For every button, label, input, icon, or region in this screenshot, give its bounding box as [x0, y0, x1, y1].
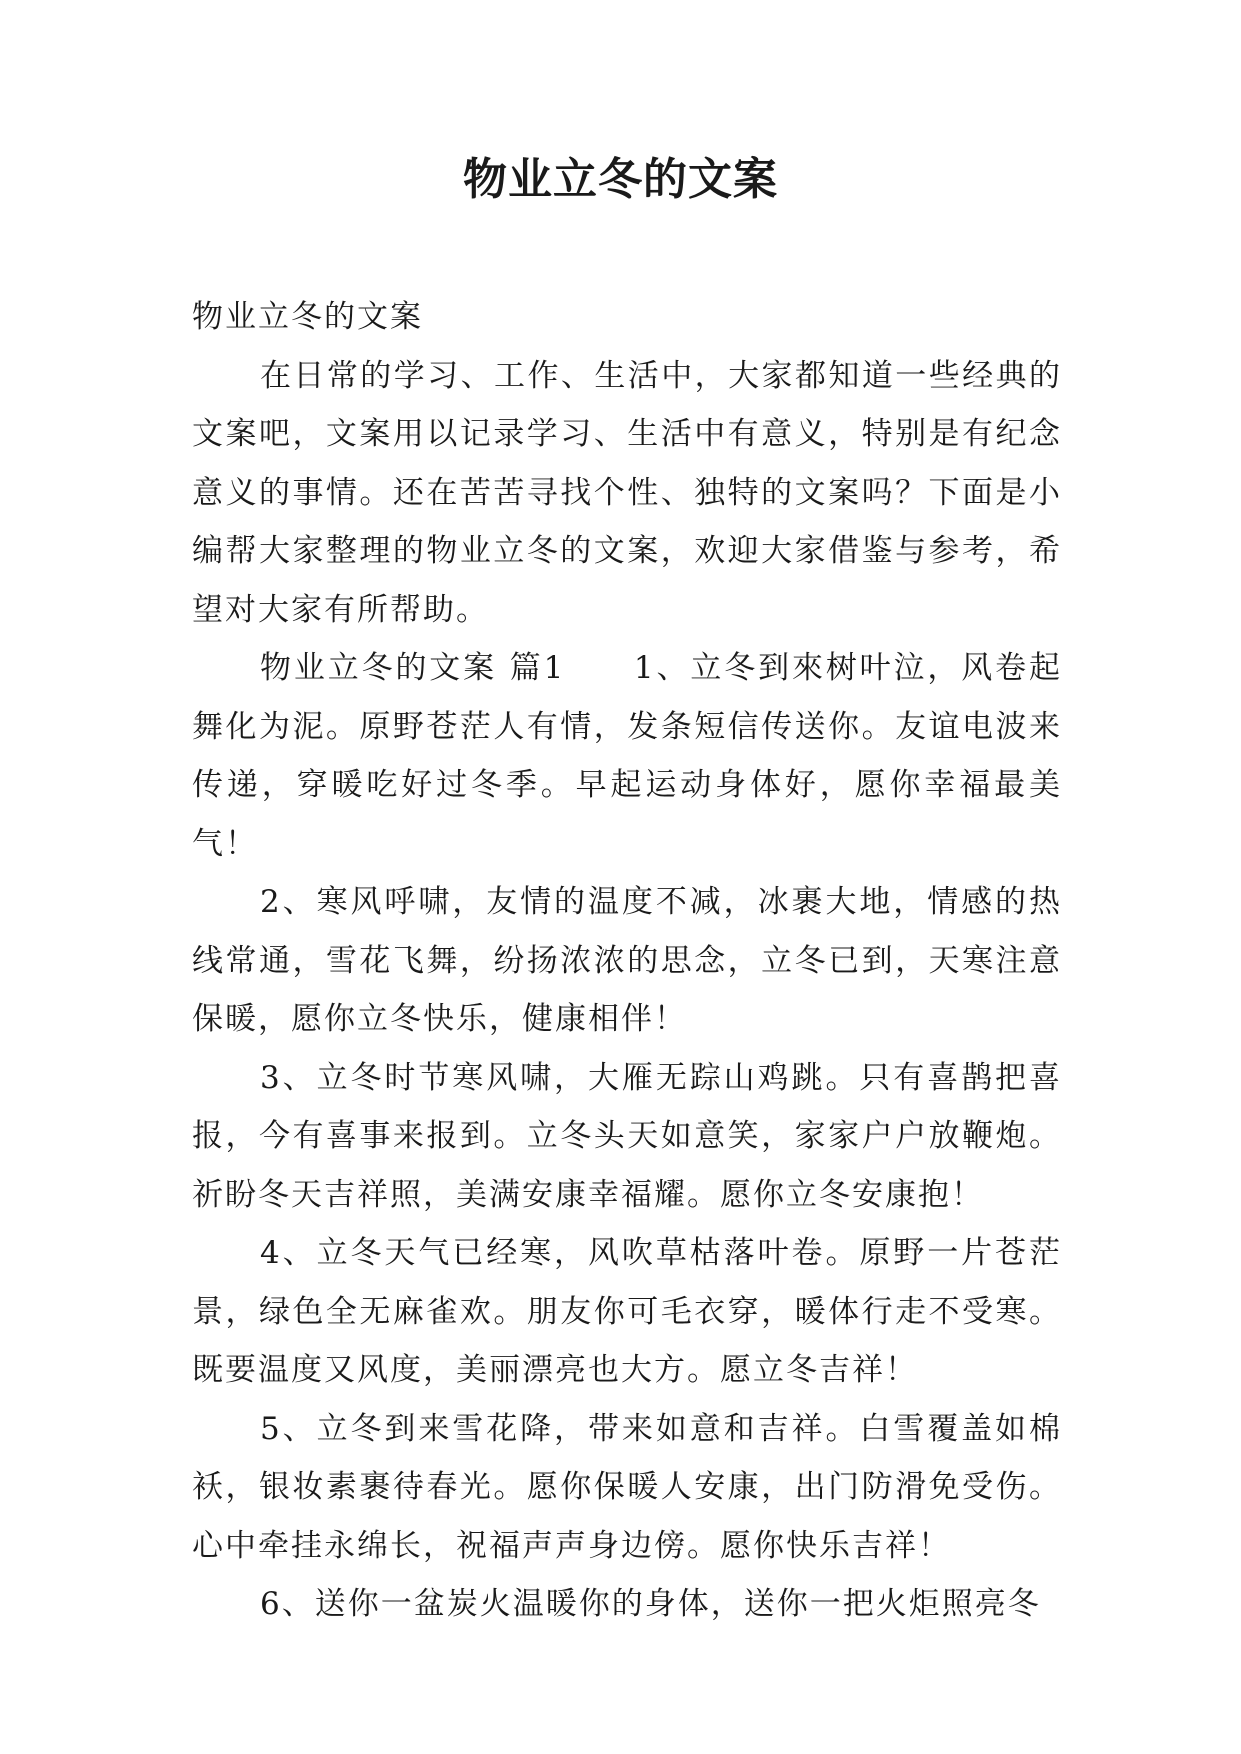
- document-title: 物业立冬的文案: [463, 154, 778, 205]
- wish-paragraph-6: 6、送你一盆炭火温暖你的身体，送你一把火炬照亮冬: [260, 1586, 1041, 1622]
- wish-paragraph-5: 5、立冬到来雪花降，带来如意和吉祥。白雪覆盖如棉袄，银妆素裹待春光。愿你保暖人安康，出门防滑免受伤。心中牵挂永绵长，祝福声声身边傍。愿你快乐吉祥！: [192, 1410, 1062, 1564]
- section-1-paragraph: 物业立冬的文案 篇1 1、立冬到來树叶泣，风卷起舞化为泥。原野苍茫人有情，发条短信传送你。友谊电波来传递，穿暖吃好过冬季。早起运动身体好，愿你幸福最美气！: [192, 650, 1062, 862]
- wish-paragraph-3: 3、立冬时节寒风啸，大雁无踪山鸡跳。只有喜鹊把喜报，今有喜事来报到。立冬头天如意笑，家家户户放鞭炮。祈盼冬天吉祥照，美满安康幸福耀。愿你立冬安康抱！: [192, 1059, 1062, 1213]
- intro-paragraph: 在日常的学习、工作、生活中，大家都知道一些经典的文案吧，文案用以记录学习、生活中有意义，特别是有纪念意义的事情。还在苦苦寻找个性、独特的文案吗？下面是小编帮大家整理的物业立冬的文案，欢迎大家借鉴与参考，希望对大家有所帮助。: [192, 357, 1062, 628]
- wish-paragraph-2: 2、寒风呼啸，友情的温度不减，冰裹大地，情感的热线常通，雪花飞舞，纷扬浓浓的思念，立冬已到，天寒注意保暖，愿你立冬快乐，健康相伴！: [192, 884, 1062, 1037]
- wish-paragraph-4: 4、立冬天气已经寒，风吹草枯落叶卷。原野一片苍茫景，绿色全无麻雀欢。朋友你可毛衣穿，暖体行走不受寒。既要温度又风度，美丽漂亮也大方。愿立冬吉祥！: [192, 1235, 1062, 1388]
- document-body: [192, 288, 1062, 1634]
- document-subtitle: 物业立冬的文案: [192, 299, 423, 335]
